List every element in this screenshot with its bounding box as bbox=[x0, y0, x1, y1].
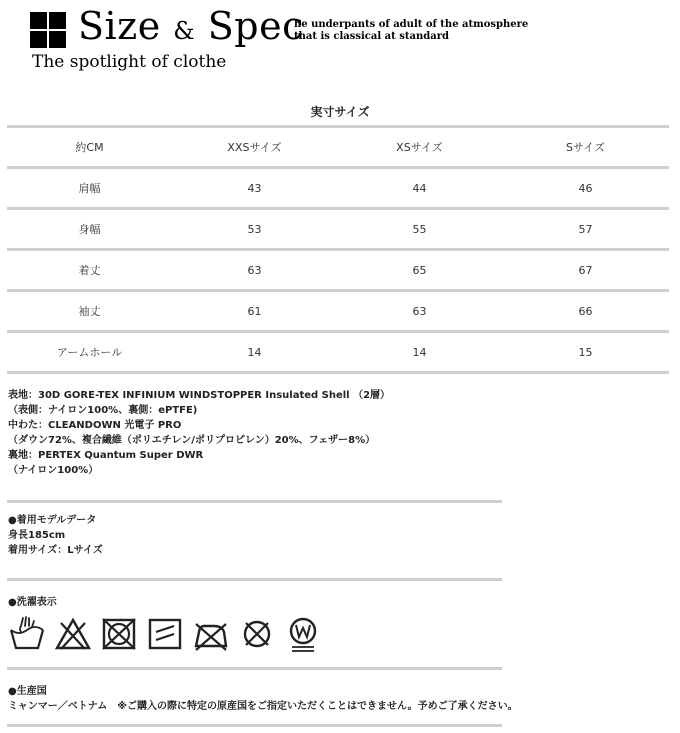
table-row bbox=[7, 209, 669, 250]
table-cell: 65 bbox=[337, 250, 502, 291]
low-iron-icon bbox=[192, 614, 230, 654]
origin-heading: ●生産国 bbox=[8, 686, 47, 697]
row-label: アームホール bbox=[7, 332, 172, 373]
table-cell: 63 bbox=[337, 291, 502, 332]
table-cell: 15 bbox=[502, 332, 669, 373]
title-amp: & bbox=[173, 17, 196, 45]
wet-clean-icon bbox=[284, 614, 322, 654]
table-header-row bbox=[7, 127, 669, 168]
hand-wash-icon bbox=[8, 614, 46, 654]
table-cell: 43 bbox=[172, 168, 337, 209]
material-line: 中わた：CLEANDOWN 光電子 PRO bbox=[8, 420, 182, 431]
header-cell: 約CM bbox=[7, 127, 172, 168]
header-cell: XSサイズ bbox=[337, 127, 502, 168]
no-bleach-icon bbox=[54, 614, 92, 654]
logo-squares-icon bbox=[30, 12, 66, 48]
size-section-title: 実寸サイズ bbox=[310, 105, 370, 119]
care-heading: ●洗濯表示 bbox=[8, 597, 57, 608]
material-line: 表地：30D GORE-TEX INFINIUM WINDSTOPPER Insulated Shell （2層） bbox=[8, 390, 391, 401]
no-tumble-dry-icon bbox=[100, 614, 138, 654]
material-info bbox=[8, 388, 390, 478]
material-line: 裏地：PERTEX Quantum Super DWR bbox=[8, 450, 204, 461]
origin-info bbox=[8, 684, 518, 714]
table-cell: 46 bbox=[502, 168, 669, 209]
model-height: 身長185cm bbox=[8, 530, 66, 541]
line-dry-icon bbox=[146, 614, 184, 654]
table-row bbox=[7, 250, 669, 291]
table-cell: 44 bbox=[337, 168, 502, 209]
page-title bbox=[78, 4, 304, 48]
care-icons bbox=[8, 614, 322, 654]
row-label: 身幅 bbox=[7, 209, 172, 250]
divider bbox=[7, 667, 502, 670]
table-cell: 14 bbox=[172, 332, 337, 373]
divider bbox=[7, 578, 502, 581]
table-cell: 55 bbox=[337, 209, 502, 250]
table-cell: 53 bbox=[172, 209, 337, 250]
row-label: 袖丈 bbox=[7, 291, 172, 332]
material-line: （表側：ナイロン100%、裏側：ePTFE) bbox=[8, 405, 198, 416]
table-row bbox=[7, 291, 669, 332]
table-cell: 67 bbox=[502, 250, 669, 291]
model-size: 着用サイズ：Lサイズ bbox=[8, 545, 103, 556]
table-cell: 63 bbox=[172, 250, 337, 291]
model-heading: ●着用モデルデータ bbox=[8, 515, 97, 526]
no-dry-clean-icon bbox=[238, 614, 276, 654]
header-cell: Sサイズ bbox=[502, 127, 669, 168]
row-label: 肩幅 bbox=[7, 168, 172, 209]
row-label: 着丈 bbox=[7, 250, 172, 291]
page-header bbox=[30, 4, 670, 80]
divider bbox=[7, 500, 502, 503]
material-line: （ダウン72%、複合繊維（ポリエチレン/ポリプロピレン）20%、フェザー8%） bbox=[8, 435, 376, 446]
origin-text: ミャンマー／ベトナム ※ご購入の際に特定の原産国をご指定いただくことはできません。予めご了承ください。 bbox=[8, 701, 518, 712]
title-end: Spec bbox=[207, 4, 304, 48]
table-row bbox=[7, 332, 669, 373]
page-subtitle: The spotlight of clothe bbox=[32, 52, 227, 72]
title-main: Size bbox=[78, 4, 161, 48]
header-cell: XXSサイズ bbox=[172, 127, 337, 168]
table-cell: 57 bbox=[502, 209, 669, 250]
model-data bbox=[8, 513, 103, 558]
size-table bbox=[7, 125, 669, 374]
table-cell: 66 bbox=[502, 291, 669, 332]
table-cell: 61 bbox=[172, 291, 337, 332]
tagline: he underpants of adult of the atmosphere that is classical at standard bbox=[294, 19, 529, 42]
table-row bbox=[7, 168, 669, 209]
divider bbox=[7, 724, 502, 727]
material-line: （ナイロン100%） bbox=[8, 465, 99, 476]
table-cell: 14 bbox=[337, 332, 502, 373]
